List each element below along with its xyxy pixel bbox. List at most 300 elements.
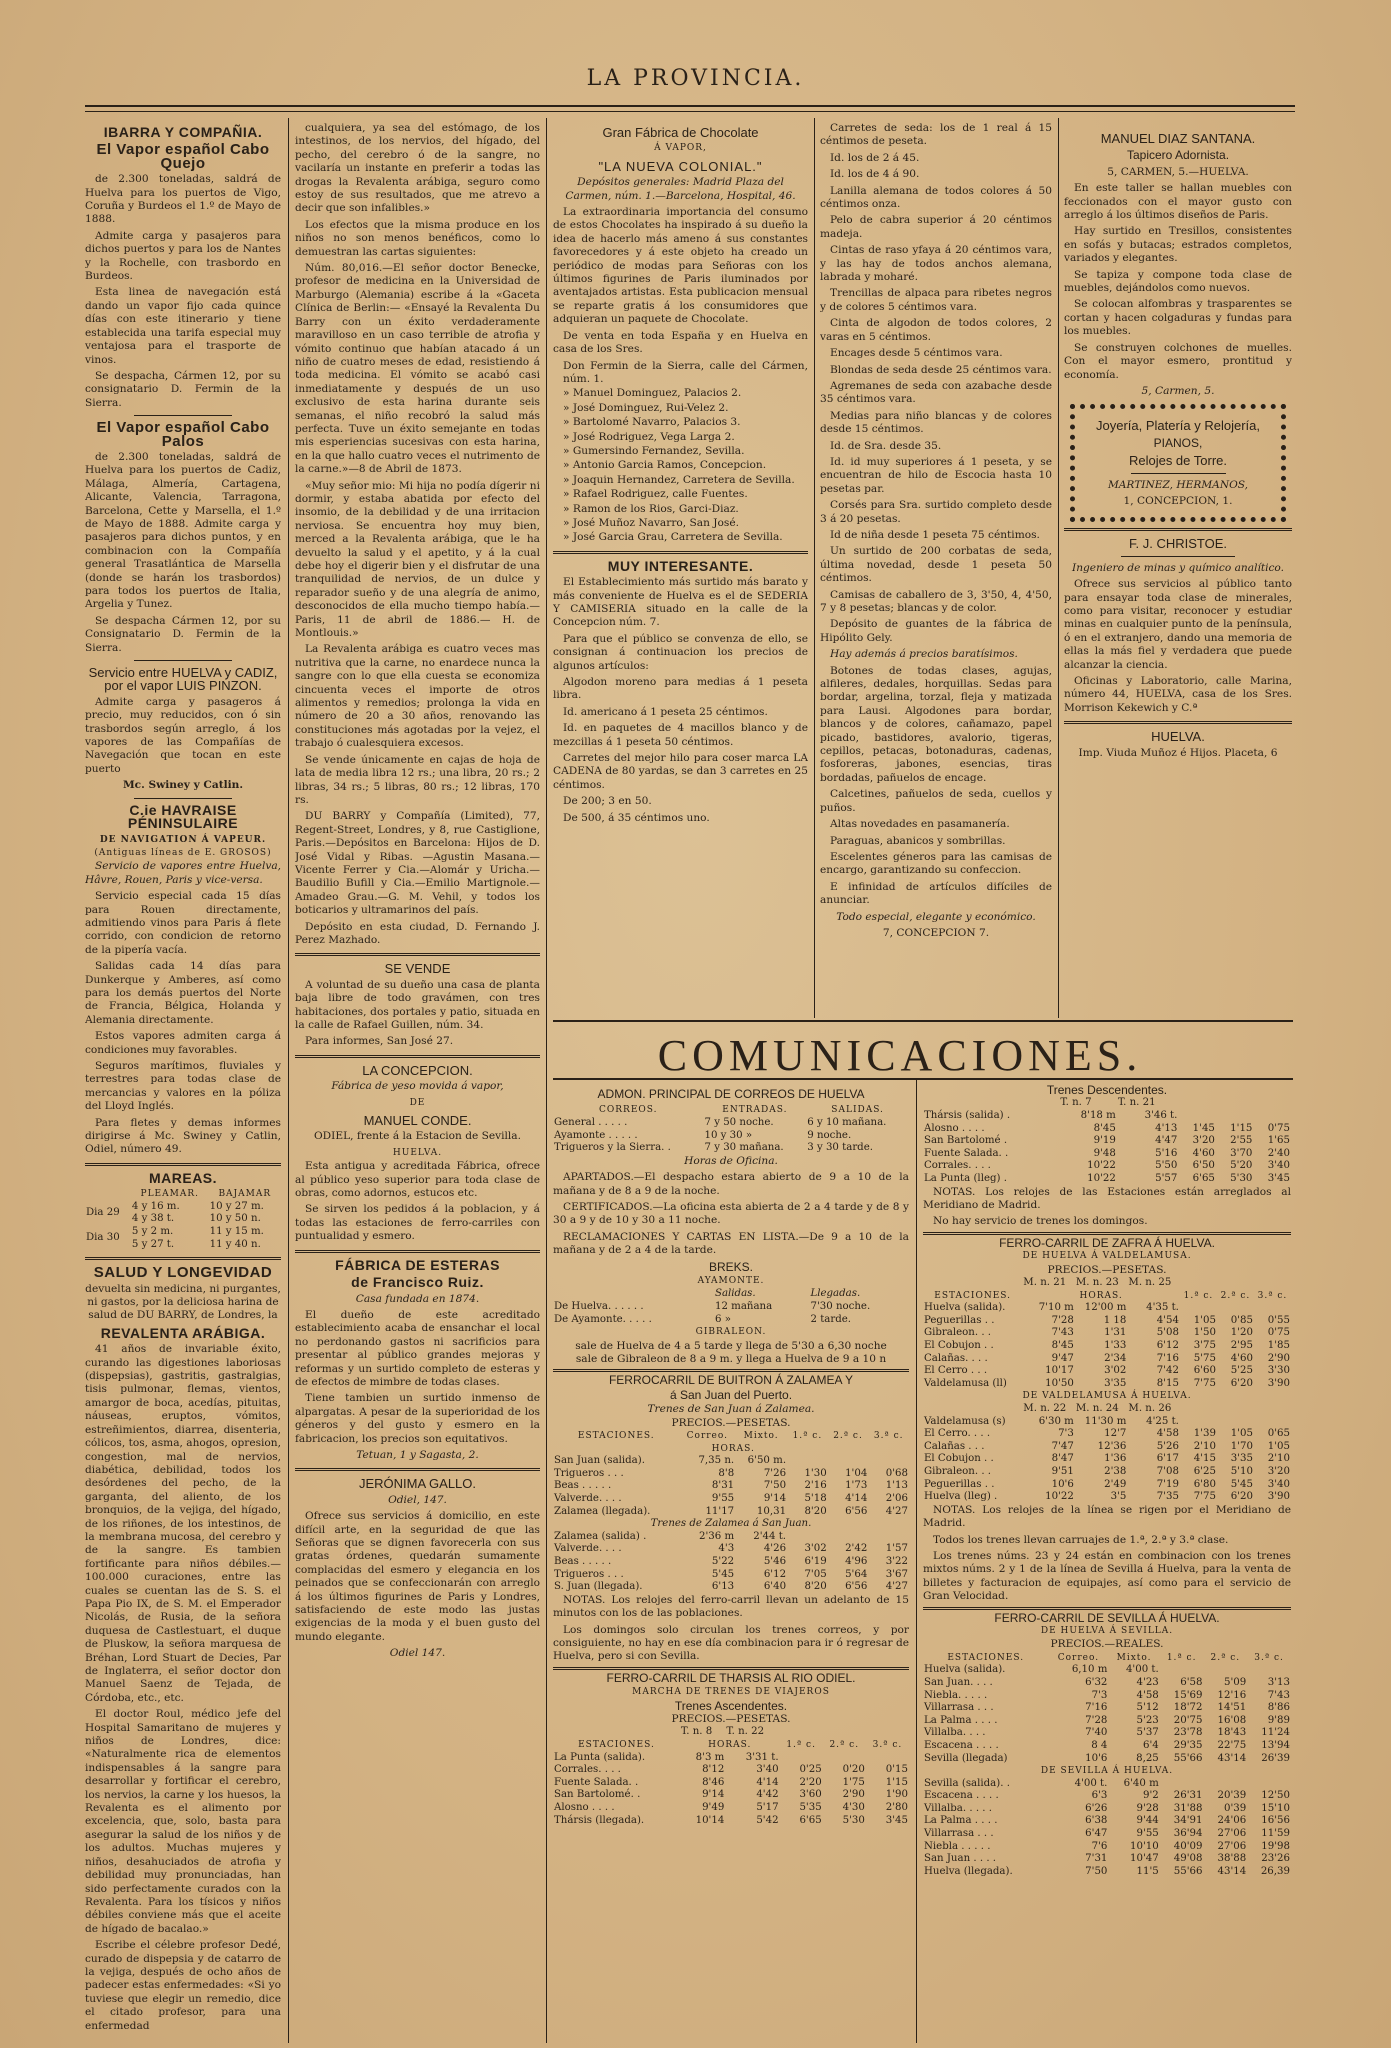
table-row: [553, 1581, 909, 1594]
buitron-rows-return: [553, 1531, 909, 1594]
table-cell: 1'33: [1104, 1339, 1127, 1351]
table-cell: 6'56: [845, 1505, 868, 1517]
table-row: [923, 1365, 1291, 1378]
chocolate-text: La extraordinaria importancia del consumo de estos Chocolates ha inspirado á su dueño la idea de hacerlo más ameno á sus constantes favorecedores y á este objeto ha creado un periódico de modas para Señoras con los últimos figurines de Paris iluminados por aventajados artistas. Esta publicacion mensual se reparte gratis á los consumidores que adquieran un paquete de Chocolate.: [553, 206, 808, 326]
table-cell: 9 noche.: [807, 1129, 852, 1141]
mareas-cell: 11 y 40 n.: [209, 1238, 261, 1250]
mareas-cell: 10 y 50 n.: [209, 1213, 261, 1225]
precio-item: Lanilla alemana de todos colores á 50 céntimos onza.: [820, 184, 1052, 211]
desc-rows: [923, 1110, 1291, 1186]
tharsis-desc-table: [923, 1097, 1291, 1185]
zafra-rows-return: [923, 1416, 1291, 1504]
table-cell: 20'75: [1173, 1714, 1203, 1726]
interesante-title: MUY INTERESANTE.: [607, 557, 754, 574]
table-cell: 5'75: [1193, 1352, 1216, 1364]
breks-ayamonte: AYAMONTE.: [697, 1276, 765, 1287]
chocolate-venta: De venta en toda España y en Huelva en casa de los Sres.: [553, 329, 808, 356]
interesante-p5: Id. en paquetes de 4 macillos blanco y de mezcillas á 1 peseta 50 céntimos.: [553, 722, 808, 748]
buitron-notas2: Los domingos solo circulan los trenes correos, y por consiguiente, no hay en ese día combinacion para ir ó regresar de Huelva, pero si con Sevilla.: [553, 1623, 909, 1663]
table-cell: 11'30 m: [1084, 1415, 1127, 1427]
precio-item: Carretes de seda: los de 1 real á 15 céntimos de peseta.: [820, 122, 1052, 148]
precio-item: Corsés para Sra. surtido completo desde 3 á 20 pesetas.: [820, 499, 1052, 525]
table-cell: Peguerillas . .: [924, 1314, 995, 1326]
table-cell: Fuente Salada. .: [924, 1147, 1009, 1159]
apartados: APARTADOS.—El despacho estara abierto de 9 a 10 de la mañana y de 8 a 9 de la noche.: [553, 1171, 909, 1197]
table-row: [923, 1702, 1291, 1715]
list-item: » Rafael Rodriguez, calle Fuentes.: [563, 488, 748, 501]
precio-item: Escelentes géneros para las camisas de encargo, garantizando su confeccion.: [820, 850, 1052, 877]
zafra-title: FERRO-CARRIL DE ZAFRA Á HUELVA.: [999, 1235, 1215, 1250]
table-cell: 2'49: [1104, 1478, 1127, 1490]
christoe-title: F. J. CHRISTOE.: [1129, 536, 1227, 552]
sevende-title: SE VENDE: [384, 961, 451, 977]
havraise-sub: DE NAVIGATION Á VAPEUR.: [99, 834, 267, 845]
interesante-p2: Para que el público se convenza de ello, se consignan á continuacion los precios de algunos artículos:: [553, 632, 808, 672]
table-row: [553, 1142, 909, 1155]
table-cell: 11'59: [1261, 1828, 1290, 1840]
divider: [553, 551, 808, 554]
table-cell: 4'58: [1136, 1689, 1159, 1701]
joyeria-pianos: PIANOS,: [1153, 435, 1203, 450]
table-cell: 4'58: [1156, 1428, 1179, 1440]
table-cell: 8'86: [1267, 1702, 1290, 1714]
table-cell: 5'26: [1156, 1440, 1179, 1452]
column-3: [553, 122, 808, 1017]
table-cell: 0'68: [885, 1467, 908, 1479]
table-cell: 4'54: [1156, 1314, 1179, 1326]
joyeria-title: Joyería, Platería y Relojería,: [1095, 418, 1261, 434]
table-cell: 4'47: [1155, 1135, 1178, 1147]
mareas-cell: 4 y 16 m.: [131, 1200, 180, 1212]
table-cell: 4'13: [1155, 1122, 1178, 1134]
table-cell: 7'26: [763, 1467, 787, 1479]
table-cell: [1217, 1416, 1254, 1429]
table-cell: 6'50: [1192, 1160, 1215, 1172]
correos-title: ADMON. PRINCIPAL DE CORREOS DE HUELVA: [597, 1087, 865, 1101]
table-header: M. n. 25: [1128, 1277, 1172, 1288]
revalenta-p2: El doctor Roul, médico jefe del Hospital Samaritano de mujeres y niños de Londres, dice: «Naturalmente rica de elementos indispensables á la sangre para desarrollar y fortificar el cerebro, los nervios, la carne y los huesos, la Revalenta es el alimento por excelencia, que, solo, basta para asegurar la salud de los niños y de los adultos. Muchas mujeres y niños, desahuciados de atrofia y debilidad muy pronunciadas, han sido perfectamente curados con la Revalenta. Para los tísicos y niños débiles conviene más que el aceite de hígado de bacalao.»: [85, 1708, 281, 1935]
jeronima-text: Ofrece sus servicios á domicilio, en este difícil arte, en la seguridad de que las Señoras que se dignen favorecerla con sus gratas órdenes, quedarán sumamente complacidas del esmero y elegancia en los peinados que se confeccionarán con arreglo á los últimos figurines de Paris y Londres, satisfaciendo de este modo las justas exigencias de la moda y el buen gusto del mundo elegante.: [295, 1510, 540, 1643]
table-cell: 8'20: [804, 1581, 827, 1593]
table-cell: De Ayamonte. . . . .: [554, 1313, 652, 1325]
table-cell: 1'05: [1267, 1440, 1290, 1452]
table-cell: El Cobujon . .: [924, 1339, 994, 1351]
concepcion-loc: ODIEL, frente á la Estacion de Sevilla.: [313, 1130, 521, 1143]
table-row: [553, 1569, 909, 1582]
precio-item: Paraguas, abanicos y sombrillas.: [830, 834, 1006, 847]
table-cell: 12'36: [1097, 1440, 1127, 1452]
table-cell: Zalamea (llegada).: [554, 1505, 651, 1517]
comunicaciones-right: [923, 1084, 1291, 2039]
table-header: 2.ª c.: [1210, 1652, 1241, 1663]
table-header: T. n. 21: [1117, 1097, 1156, 1109]
sevilla-title: FERRO-CARRIL DE SEVILLA Á HUELVA.: [994, 1610, 1220, 1625]
table-cell: 10'10: [1130, 1840, 1159, 1852]
table-cell: [1180, 1416, 1217, 1429]
esteras-addr: Tetuan, 1 y Sagasta, 2.: [356, 1448, 479, 1461]
table-cell: 6,10 m: [1071, 1664, 1108, 1676]
table-cell: 5'42: [756, 1814, 779, 1826]
list-item: » José Muñoz Navarro, San José.: [563, 516, 739, 529]
precio-item: Pelo de cabra superior á 20 céntimos madeja.: [820, 214, 1052, 240]
mareas-cell: 4 y 38 t.: [131, 1213, 175, 1225]
table-cell: [787, 1455, 828, 1468]
table-cell: 5'10: [1230, 1465, 1253, 1477]
table-cell: 12'50: [1261, 1790, 1290, 1802]
table-row: [923, 1690, 1291, 1703]
zafra-precios: PRECIOS.—PESETAS.: [1047, 1263, 1167, 1276]
table-header: HORAS.: [711, 1443, 755, 1454]
table-row: [553, 1455, 909, 1468]
table-header: Correo.: [686, 1431, 728, 1442]
table-cell: 7'50: [763, 1480, 787, 1492]
column-divider: [288, 118, 289, 2043]
table-row: [923, 1866, 1291, 1879]
top-rule-thin: [85, 111, 1295, 112]
table-row: [923, 1803, 1291, 1816]
table-cell: Calañas . . .: [924, 1440, 985, 1452]
table-cell: 3'20: [1267, 1465, 1290, 1477]
table-row: [553, 1117, 909, 1130]
precio-item: Blondas de seda desde 25 céntimos vara.: [830, 363, 1052, 376]
christoe-p2: Oficinas y Laboratorio, calle Marina, número 44, HUELVA, casa de los Sres. Morrison Kekewich y C.ª: [1064, 675, 1292, 714]
table-cell: 4'15: [1193, 1453, 1216, 1465]
table-cell: 7'75: [1193, 1491, 1216, 1503]
mareas-head-bajamar: BAJAMAR: [218, 1189, 272, 1200]
table-cell: 7'35: [1156, 1491, 1179, 1503]
table-cell: 10'22: [1087, 1160, 1116, 1172]
tharsis-title: FERRO-CARRIL DE THARSIS AL RIO ODIEL.: [606, 1670, 856, 1685]
table-cell: 8'47: [1051, 1453, 1074, 1465]
tharsis-rows: [553, 1752, 909, 1828]
table-cell: 6'47: [1085, 1828, 1108, 1840]
table-cell: 49'08: [1173, 1853, 1203, 1865]
diaz-title: MANUEL DIAZ SANTANA.: [1100, 131, 1256, 146]
mareas-day: Dia 29: [86, 1207, 120, 1219]
revalenta-cont-p2: Los efectos que la misma produce en los niños no son menos benéficos, como lo demuestran las cartas siguientes:: [295, 218, 540, 258]
table-cell: 3'90: [1267, 1491, 1290, 1503]
tharsis-table: [553, 1726, 909, 1827]
column-5: [1064, 122, 1292, 1017]
table-cell: 6'58: [1180, 1676, 1203, 1688]
table-cell: 7'43: [1267, 1689, 1290, 1701]
table-cell: 16'56: [1261, 1815, 1290, 1827]
table-cell: 5'50: [1155, 1160, 1178, 1172]
table-header: ESTACIONES.: [578, 1740, 655, 1751]
list-item: » José Rodriguez, Vega Larga 2.: [563, 430, 735, 443]
table-cell: 43'14: [1217, 1752, 1247, 1764]
table-row: [553, 1752, 909, 1765]
table-cell: 23'26: [1261, 1853, 1290, 1865]
jeronima-title: JERÓNIMA GALLO.: [358, 1476, 477, 1492]
table-cell: 24'06: [1217, 1815, 1247, 1827]
table-cell: 4'60: [1230, 1352, 1253, 1364]
table-cell: 8'31: [711, 1480, 735, 1492]
table-cell: Sevilla (llegada): [924, 1752, 1008, 1764]
list-item: » Bartolomé Navarro, Palacios 3.: [563, 416, 741, 429]
table-cell: [828, 1455, 869, 1468]
table-header: HORAS.: [708, 1740, 752, 1751]
precio-item: Id. id muy superiores á 1 peseta, y se encuentran de hilo de Escocia hasta 10 pesetas par.: [820, 455, 1052, 495]
table-cell: Gibraleon. . .: [924, 1465, 992, 1477]
top-rule: [85, 105, 1295, 107]
mareas-table: [85, 1188, 281, 1251]
interesante-text: El Establecimiento más surtido más barato y más conveniente de Huelva es el de SEDERIA Y CAMISERIA situado en la calle de la Concepcion núm. 7.: [553, 576, 808, 629]
esteras-text: El dueño de este acreditado establecimiento acaba de ensanchar el local no perdonando gastos ni sacrificios para presentar al público grandes mejoras y reformas y un surtido completo de esteras y de efectos de mimbre de todas clases.: [295, 1308, 540, 1388]
table-cell: San Juan. . . .: [924, 1676, 993, 1688]
table-cell: Gibraleon. . .: [924, 1327, 992, 1339]
mareas-day: Dia 30: [86, 1232, 120, 1244]
table-cell: [787, 1531, 828, 1544]
diaz-text: En este taller se hallan muebles con feccionados con el mayor gusto con arreglo á los últimos diseños de Paris.: [1064, 182, 1292, 222]
table-cell: 2'55: [1230, 1135, 1253, 1147]
table-cell: 8'15: [1156, 1377, 1179, 1389]
table-cell: 4'14: [756, 1776, 779, 1788]
table-cell: 4'23: [1136, 1676, 1159, 1688]
joyeria-relojes: Relojes de Torre.: [1128, 453, 1228, 469]
table-header: 2.ª c.: [829, 1740, 860, 1751]
table-cell: 12'16: [1217, 1689, 1247, 1701]
table-cell: Sevilla (salida). .: [924, 1777, 1010, 1789]
table-row: [923, 1664, 1291, 1677]
desc-notas: NOTAS. Los relojes de las Estaciones están arreglados al Meridiano de Madrid.: [923, 1185, 1291, 1211]
table-cell: 9'89: [1267, 1714, 1290, 1726]
table-cell: 1'13: [885, 1480, 908, 1492]
table-header: 1.ª c.: [786, 1740, 816, 1751]
table-cell: 5'35: [799, 1802, 822, 1813]
table-cell: La Punta (lleg) .: [924, 1172, 1007, 1184]
table-cell: 6'13: [711, 1581, 735, 1593]
table-row: [553, 1531, 909, 1544]
list-item: » José Garcia Grau, Carretera de Sevilla.: [563, 531, 783, 544]
table-cell: 6'65: [799, 1814, 822, 1826]
table-cell: 9'19: [1093, 1135, 1116, 1147]
table-cell: 7'28: [1051, 1314, 1074, 1326]
precio-italic: Todo especial, elegante y económico.: [836, 910, 1036, 923]
table-cell: Corrales. . . .: [554, 1764, 621, 1776]
desc-title: Trenes Descendentes.: [1046, 1084, 1168, 1097]
table-cell: 1'20: [1230, 1327, 1253, 1339]
table-header: ESTACIONES.: [947, 1652, 1025, 1663]
table-cell: 4'35 t.: [1146, 1302, 1179, 1314]
table-cell: 4'14: [845, 1493, 868, 1505]
table-cell: 1'75: [842, 1776, 865, 1788]
zafra-notas: NOTAS. Los relojes de la línea se rigen por el Meridiano de Madrid.: [923, 1503, 1291, 1530]
table-cell: 3 y 30 tarde.: [807, 1142, 873, 1154]
table-cell: 2'16: [804, 1480, 827, 1492]
table-cell: 31'88: [1173, 1802, 1203, 1814]
precio-item: Agremanes de seda con azabache desde 35 céntimos vara.: [820, 379, 1052, 406]
table-cell: Villarrasa . . .: [924, 1828, 994, 1840]
masthead: LA PROVINCIA.: [586, 66, 805, 91]
table-header: Mixto.: [743, 1431, 779, 1442]
havraise-italic: Servicio de vapores entre Huelva, Hâvre, Rouen, Paris y vice-versa.: [85, 860, 281, 886]
table-cell: [1160, 1664, 1204, 1677]
table-cell: 5'45: [1230, 1478, 1253, 1490]
zafra-table: [923, 1277, 1291, 1504]
zafra-notas3: Los trenes núms. 23 y 24 están en combinacion con los trenes mixtos núms. 2 y 1 de la línea de Sevilla á Huelva, para la venta de billetes y facturacion de equipajes, así como para el servicio de Gran Velocidad.: [923, 1549, 1291, 1603]
table-cell: Trigueros y la Sierra. .: [554, 1142, 671, 1154]
table-cell: 3'31 t.: [745, 1751, 779, 1763]
table-cell: 1'30: [804, 1467, 827, 1479]
breks-table: [553, 1288, 909, 1326]
table-cell: Peguerillas . .: [924, 1478, 995, 1490]
mareas-cell: 5 y 2 m.: [131, 1226, 174, 1238]
buitron-title2: á San Juan del Puerto.: [669, 1387, 793, 1402]
table-header: 1.ª c.: [792, 1431, 823, 1442]
table-header: M. n. 24: [1075, 1402, 1119, 1414]
vapor-cabo-palos-title: El Vapor español Cabo Palos: [96, 419, 270, 450]
table-cell: [1216, 1110, 1254, 1123]
table-cell: 15'10: [1261, 1802, 1290, 1814]
mareas-cell: 11 y 15 m.: [209, 1226, 264, 1238]
sevilla-sub: DE HUELVA Á SEVILLA.: [1040, 1625, 1174, 1636]
divider: [923, 1607, 1291, 1610]
table-cell: 3'70: [1230, 1147, 1253, 1159]
esteras-founded: Casa fundada en 1874.: [355, 1292, 480, 1305]
table-cell: 23'78: [1173, 1727, 1203, 1739]
ibarra-title: IBARRA Y COMPAÑIA.: [103, 124, 263, 140]
table-row: [923, 1479, 1291, 1492]
diaz-p4: Se colocan alfombras y trasparentes se cortan y hacen colgaduras y fundas para los muebles.: [1064, 298, 1292, 338]
table-cell: [1254, 1302, 1291, 1315]
table-cell: 7'16: [1085, 1702, 1108, 1714]
table-cell: 1'04: [845, 1467, 868, 1479]
table-cell: 6'80: [1193, 1478, 1216, 1490]
table-cell: 2'40: [1267, 1147, 1290, 1159]
divider: [553, 1369, 909, 1372]
table-cell: 2'34: [1104, 1352, 1127, 1364]
table-cell: 3'13: [1267, 1676, 1290, 1688]
list-item: » Antonio Garcia Ramos, Concepcion.: [563, 459, 767, 472]
chocolate-title: Gran Fábrica de Chocolate: [602, 125, 759, 140]
table-cell: 10'50: [1045, 1377, 1074, 1389]
precio-item: Medias para niño blancas y de colores desde 15 céntimos.: [820, 409, 1052, 436]
table-cell: El Cerro . . .: [924, 1365, 988, 1377]
table-cell: Escacena . . . .: [924, 1739, 999, 1751]
table-cell: 15'69: [1173, 1689, 1203, 1701]
table-cell: 6'38: [1085, 1815, 1108, 1827]
table-cell: 7'16: [1156, 1352, 1179, 1364]
precio-item: Id. los de 2 á 45.: [830, 151, 920, 164]
table-row: [923, 1441, 1291, 1454]
table-header: T. n. 22: [726, 1726, 765, 1738]
table-cell: 2 tarde.: [810, 1313, 852, 1325]
table-cell: 2'95: [1230, 1339, 1253, 1351]
table-row: [923, 1123, 1291, 1136]
divider: [85, 1163, 281, 1166]
table-cell: 10'22: [1045, 1491, 1074, 1503]
concepcion-title: LA CONCEPCION.: [362, 1062, 473, 1078]
table-row: [923, 1841, 1291, 1854]
divider: [134, 660, 232, 661]
table-cell: 3'35: [1230, 1453, 1253, 1465]
table-cell: 6'30 m: [1038, 1415, 1074, 1427]
precio-item: Calcetines, pañuelos de seda, cuellos y puños.: [820, 788, 1052, 814]
table-cell: 2'36 m: [699, 1530, 735, 1542]
interesante-p6: Carretes del mejor hilo para coser marca LA CADENA de 80 yardas, se dan 3 carretes en 25 céntimos.: [553, 752, 808, 791]
table-cell: 5'30: [842, 1814, 865, 1826]
table-cell: 3'46 t.: [1144, 1110, 1178, 1121]
column-2: [295, 122, 540, 2042]
divider: [295, 1468, 540, 1471]
divider: [85, 1257, 281, 1260]
table-cell: 2'44 t.: [753, 1530, 787, 1542]
table-cell: 7'47: [1051, 1440, 1074, 1452]
table-row: [553, 1130, 909, 1143]
table-row: [553, 1556, 909, 1569]
table-cell: 0'25: [799, 1764, 822, 1776]
table-cell: [823, 1752, 866, 1765]
table-cell: 1'73: [845, 1480, 868, 1492]
table-cell: 6 y 10 mañana.: [807, 1117, 887, 1128]
table-cell: Ayamonte . . . . .: [554, 1129, 638, 1141]
table-cell: [1247, 1664, 1291, 1677]
table-cell: 1'85: [1267, 1339, 1290, 1351]
table-cell: [1178, 1110, 1216, 1123]
table-cell: 5'22: [711, 1556, 735, 1567]
table-cell: 6'19: [804, 1556, 827, 1567]
table-row: [553, 1777, 909, 1790]
table-header: 2.ª c.: [833, 1431, 863, 1442]
table-cell: 8 4: [1091, 1739, 1108, 1751]
table-cell: [1254, 1416, 1291, 1429]
table-cell: 5'45: [711, 1568, 735, 1580]
table-cell: 26,39: [1260, 1865, 1290, 1877]
table-cell: 3'40: [756, 1764, 779, 1776]
vapor-cabo-palos-p2: Se despacha Cármen 12, por su Consignatario D. Fermin de la Sierra.: [85, 614, 281, 654]
table-row: [923, 1778, 1291, 1791]
table-cell: 1'15: [1230, 1122, 1253, 1134]
havraise-sub2: (Antiguas líneas de E. GROSOS): [94, 847, 272, 858]
table-cell: [1204, 1664, 1248, 1677]
table-cell: [1253, 1110, 1291, 1123]
table-cell: Zalamea (salida) .: [554, 1530, 647, 1542]
comunicaciones-title: COMUNICACIONES.: [657, 1031, 1143, 1080]
revalenta-cont-p5: La Revalenta arábiga es cuatro veces mas nutritiva que la carne, no enardece nunca la sangre con lo que ella cuesta se economiza cincuenta veces el importe de otros alimentos y remedios; prolonga la vida en número de 20 a 30 años, renovando las constituciones más agotadas por la vejez, el trabajo ó cualesquiera excesos.: [295, 643, 540, 750]
table-cell: 7'05: [804, 1568, 827, 1580]
table-cell: 5'37: [1136, 1727, 1159, 1739]
column-divider: [916, 1078, 917, 2043]
buitron-sub2: Trenes de Zalamea á San Juan.: [650, 1518, 812, 1530]
table-cell: 3'35: [1104, 1377, 1127, 1389]
revalenta-cont-p4: «Muy señor mio: Mi hija no podía dígerir ni dormir, y estaba abatida por efecto del insomio, de la debilidad y de una irritacion nerviosa. Se encuentra hoy muy bien, merced a la Revalenta arábiga, que le ha devuelto la salud y el apetito, y á la cual debe hoy el digerir bien y el disfrutar de una tranquilidad de nervios, de un dulce y reparador sueño y de una alegría de animo, desconocidos de ella mucho tiempo había.—Paris, 11 de abril de 1886.— H. de Montlouis.»: [295, 479, 540, 640]
table-cell: 34'91: [1173, 1815, 1203, 1827]
sevilla-rows: [923, 1664, 1291, 1765]
column-1: [85, 122, 281, 2042]
table-header: 1.ª c.: [1183, 1290, 1214, 1301]
divider: [1064, 721, 1292, 724]
table-cell: 55'66: [1173, 1752, 1203, 1764]
table-cell: 9'47: [1051, 1352, 1074, 1364]
table-cell: Corrales. . . .: [924, 1160, 991, 1172]
table-cell: 5'12: [1136, 1702, 1159, 1714]
divider: [1121, 556, 1235, 557]
table-cell: 8'3 m: [695, 1751, 725, 1763]
precio-addr: 7, CONCEPCION 7.: [882, 926, 990, 939]
table-cell: 6'50 m.: [747, 1455, 787, 1467]
servicio-title: Servicio entre HUELVA y CADIZ, por el vapor LUIS PINZON.: [88, 665, 278, 694]
table-cell: 7'42: [1156, 1365, 1179, 1377]
table-cell: [868, 1531, 909, 1544]
table-cell: 3'22: [885, 1556, 908, 1567]
table-cell: 5'08: [1156, 1327, 1179, 1339]
table-cell: 2'20: [799, 1776, 822, 1788]
table-cell: 29'35: [1173, 1739, 1203, 1751]
table-header: 1.ª c.: [1166, 1652, 1197, 1663]
table-cell: 10,31: [756, 1505, 787, 1517]
chocolate-name: "LA NUEVA COLONIAL.": [598, 158, 763, 174]
